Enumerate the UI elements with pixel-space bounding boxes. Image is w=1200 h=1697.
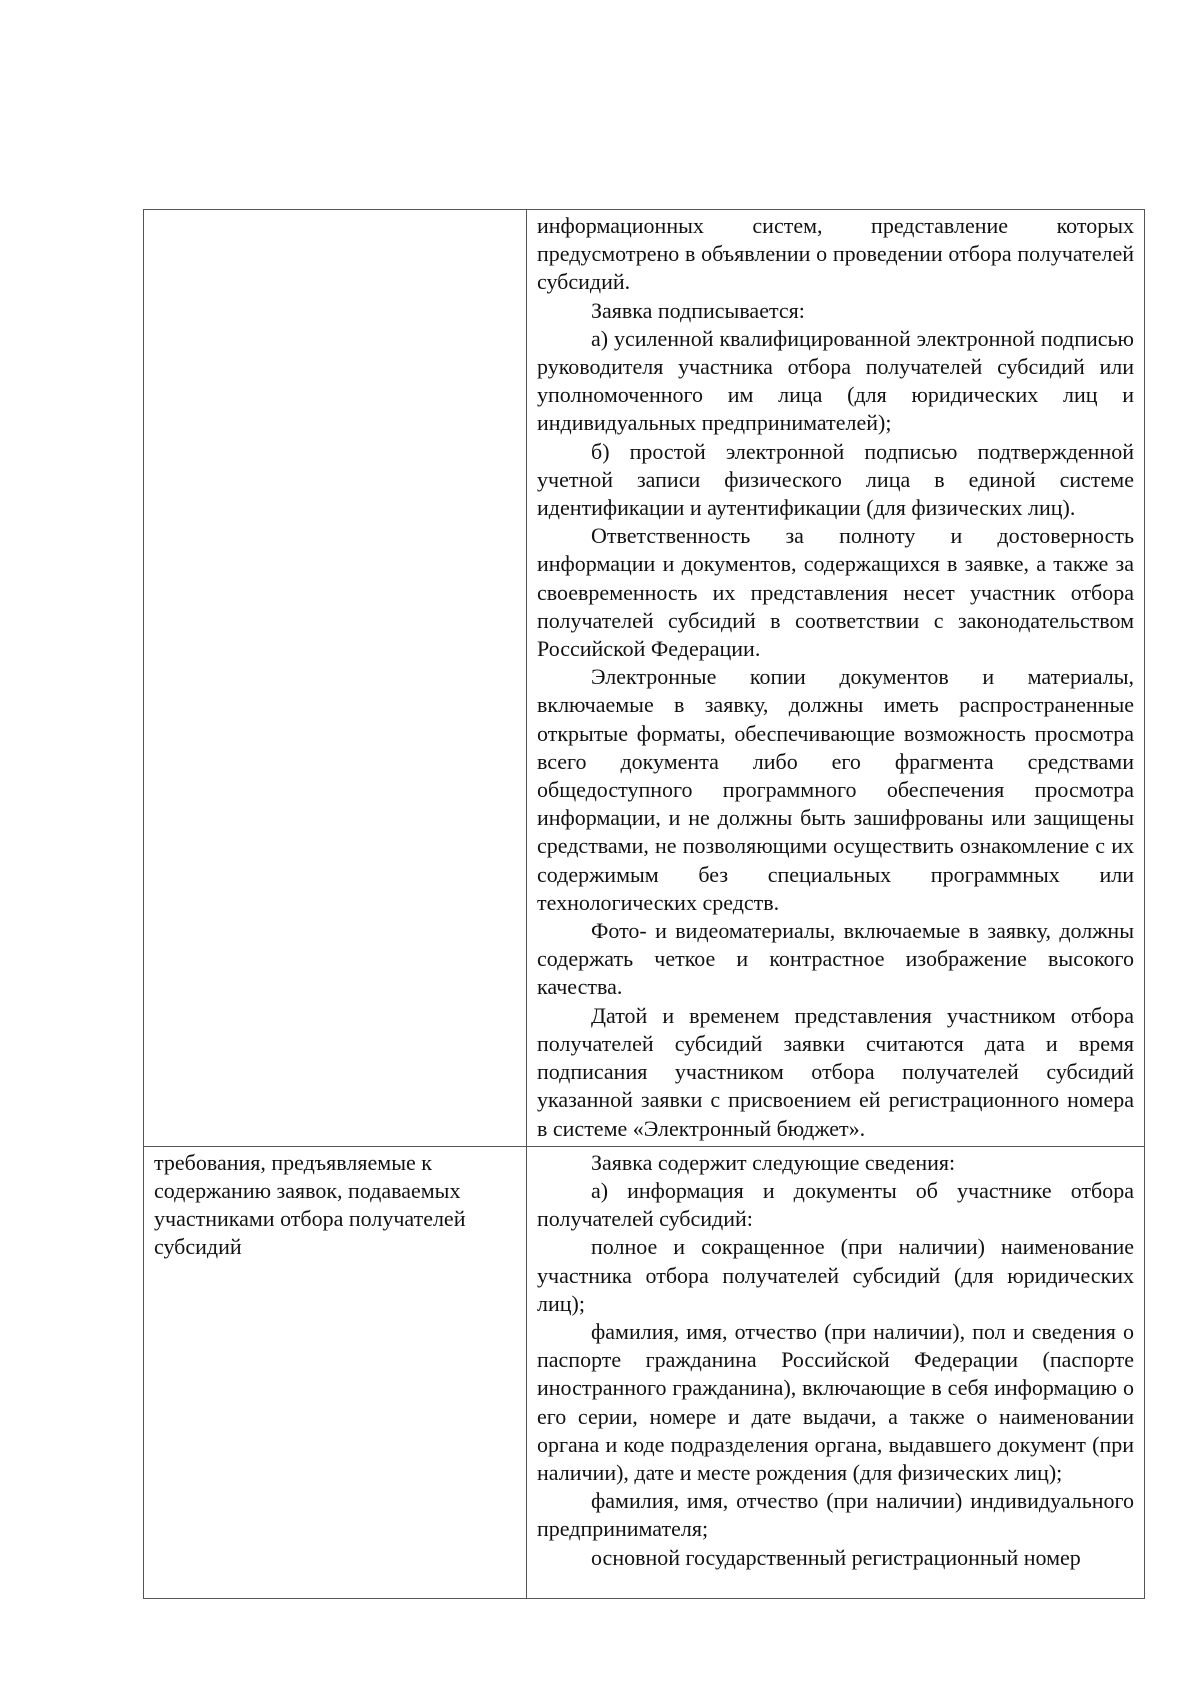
paragraph: информационных систем, представление которых предусмотрено в объявлении о проведении отбора получателей субсидий. xyxy=(537,213,1134,295)
table-cell-criterion xyxy=(144,1146,527,1598)
table-cell-content xyxy=(527,1146,1145,1598)
paragraph: полное и сокращенное (при наличии) наименование участника отбора получателей субсидий (для юридических лиц); xyxy=(537,1234,1134,1316)
paragraph: Заявка подписывается: xyxy=(591,297,805,323)
table-cell-criterion xyxy=(144,210,527,1147)
paragraph: а) усиленной квалифицированной электронной подписью руководителя участника отбора получателей субсидий или уполномоченного им лица (для юридических лиц и индивидуальных предпринимателей); xyxy=(537,325,1134,436)
table-row xyxy=(144,210,1145,1147)
paragraph: Датой и временем представления участником отбора получателей субсидий заявки считаются дата и время подписания участником отбора получателей субсидий указанной заявки с присвоением ей регистрационного номера в системе «Электронный бюджет». xyxy=(537,1002,1134,1141)
paragraph: основной государственный регистрационный номер xyxy=(591,1544,1081,1570)
paragraph: Электронные копии документов и материалы, включаемые в заявку, должны иметь распространенные открытые форматы, обеспечивающие возможность просмотра всего документа либо его фрагмента средствами общедоступного программного обеспечения просмотра информации, и не должны быть зашифрованы или защищены средствами, не позволяющими осуществить ознакомление с их содержимым без специальных программных или технологических средств. xyxy=(537,664,1134,915)
paragraph: Ответственность за полноту и достоверность информации и документов, содержащихся в заявке, а также за своевременность их представления несет участник отбора получателей субсидий в соответствии с законодательством Российской Федерации. xyxy=(537,523,1134,662)
paragraph: Фото- и видеоматериалы, включаемые в заявку, должны содержать четкое и контрастное изображение высокого качества. xyxy=(537,918,1134,1000)
paragraph: Заявка содержит следующие сведения: xyxy=(591,1149,956,1175)
paragraph: б) простой электронной подписью подтвержденной учетной записи физического лица в единой системе идентификации и аутентификации (для физических лиц). xyxy=(537,438,1134,521)
paragraph: а) информация и документы об участнике отбора получателей субсидий: xyxy=(537,1177,1134,1232)
requirements-table xyxy=(143,209,1145,1599)
paragraph: фамилия, имя, отчество (при наличии) индивидуального предпринимателя; xyxy=(537,1488,1134,1542)
criterion-label: требования, предъявляемые к содержанию заявок, подаваемых участниками отбора получателей субсидий xyxy=(154,1149,466,1260)
paragraph: фамилия, имя, отчество (при наличии), пол и сведения о паспорте гражданина Российской Федерации (паспорте иностранного гражданина), включающие в себя информацию о его серии, номере и дате выдачи, а также о наименовании органа и коде подразделения органа, выдавшего документ (при наличии), дате и месте рождения (для физических лиц); xyxy=(537,1318,1134,1485)
table-row xyxy=(144,1146,1145,1598)
table-cell-content xyxy=(527,210,1145,1147)
